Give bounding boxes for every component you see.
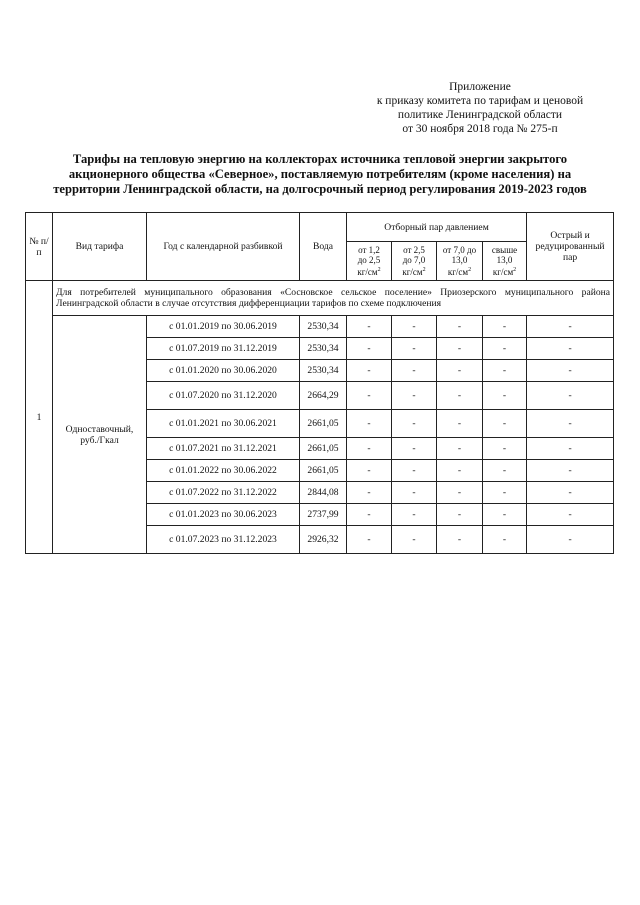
period-cell: с 01.07.2023 по 31.12.2023	[147, 526, 300, 554]
dash-cell: -	[347, 410, 392, 438]
water-value: 2530,34	[300, 338, 347, 360]
water-value: 2737,99	[300, 504, 347, 526]
water-value: 2661,05	[300, 460, 347, 482]
dash-cell: -	[483, 410, 527, 438]
dash-cell: -	[437, 482, 483, 504]
dash-cell: -	[347, 460, 392, 482]
period-cell: с 01.01.2019 по 30.06.2019	[147, 316, 300, 338]
row-number: 1	[26, 281, 53, 554]
period-cell: с 01.01.2022 по 30.06.2022	[147, 460, 300, 482]
appendix-line: к приказу комитета по тарифам и ценовой	[376, 95, 584, 107]
dash-cell: -	[483, 438, 527, 460]
appendix-line: Приложение	[449, 81, 511, 93]
water-value: 2664,29	[300, 382, 347, 410]
period-cell: с 01.01.2020 по 30.06.2020	[147, 360, 300, 382]
dash-cell: -	[527, 526, 614, 554]
dash-cell: -	[437, 316, 483, 338]
header-steam-2: от 2,5 до 7,0 $кг/см^2$	[392, 242, 437, 281]
period-cell: с 01.07.2019 по 31.12.2019	[147, 338, 300, 360]
dash-cell: -	[437, 382, 483, 410]
dash-cell: -	[483, 504, 527, 526]
dash-cell: -	[437, 526, 483, 554]
dash-cell: -	[483, 460, 527, 482]
dash-cell: -	[392, 360, 437, 382]
title-line: территории Ленинградской области, на долгосрочный период регулирования 2019-2023 годов	[53, 182, 587, 196]
dash-cell: -	[392, 410, 437, 438]
title-line: акционерного общества «Северное», поставляемую потребителям (кроме населения) на	[68, 167, 572, 181]
header-year: Год с календарной разбивкой	[147, 213, 300, 281]
dash-cell: -	[483, 338, 527, 360]
header-num: № п/п	[26, 213, 53, 281]
period-cell: с 01.01.2023 по 30.06.2023	[147, 504, 300, 526]
appendix-line: от 30 ноября 2018 года № 275-п	[402, 123, 558, 135]
dash-cell: -	[392, 526, 437, 554]
dash-cell: -	[392, 504, 437, 526]
dash-cell: -	[437, 504, 483, 526]
header-steam-4: свыше 13,0 $кг/см^2$	[483, 242, 527, 281]
dash-cell: -	[347, 382, 392, 410]
dash-cell: -	[347, 338, 392, 360]
dash-cell: -	[527, 504, 614, 526]
header-water: Вода	[300, 213, 347, 281]
dash-cell: -	[347, 526, 392, 554]
dash-cell: -	[392, 316, 437, 338]
dash-cell: -	[527, 360, 614, 382]
dash-cell: -	[392, 460, 437, 482]
dash-cell: -	[347, 504, 392, 526]
header-steam-1: от 1,2 до 2,5 $кг/см^2$	[347, 242, 392, 281]
dash-cell: -	[483, 526, 527, 554]
document-title	[40, 152, 600, 197]
header-steam-group: Отборный пар давлением	[347, 213, 527, 242]
dash-cell: -	[392, 438, 437, 460]
tariff-type-cell: Одноставочный, руб./Гкал	[53, 316, 147, 554]
dash-cell: -	[347, 316, 392, 338]
dash-cell: -	[347, 360, 392, 382]
dash-cell: -	[437, 438, 483, 460]
tariffs-table	[25, 212, 614, 554]
water-value: 2661,05	[300, 438, 347, 460]
dash-cell: -	[527, 316, 614, 338]
dash-cell: -	[392, 338, 437, 360]
dash-cell: -	[527, 482, 614, 504]
dash-cell: -	[347, 438, 392, 460]
dash-cell: -	[527, 460, 614, 482]
dash-cell: -	[437, 338, 483, 360]
appendix-block	[350, 80, 610, 136]
header-sharp-steam: Острый и редуцированный пар	[527, 213, 614, 281]
dash-cell: -	[437, 460, 483, 482]
consumer-description: Для потребителей муниципального образования «Сосновское сельское поселение» Приозерского муниципального района Ленинградской области в случае отсутствия дифференциации тарифов по схеме подключения	[53, 281, 614, 316]
period-cell: с 01.01.2021 по 30.06.2021	[147, 410, 300, 438]
header-steam-3: от 7,0 до 13,0 $кг/см^2$	[437, 242, 483, 281]
water-value: 2530,34	[300, 316, 347, 338]
header-tariff-type: Вид тарифа	[53, 213, 147, 281]
dash-cell: -	[483, 316, 527, 338]
dash-cell: -	[437, 360, 483, 382]
period-cell: с 01.07.2022 по 31.12.2022	[147, 482, 300, 504]
water-value: 2530,34	[300, 360, 347, 382]
dash-cell: -	[483, 360, 527, 382]
dash-cell: -	[527, 438, 614, 460]
title-line: Тарифы на тепловую энергию на коллекторах источника тепловой энергии закрытого	[72, 152, 568, 166]
dash-cell: -	[527, 410, 614, 438]
water-value: 2844,08	[300, 482, 347, 504]
appendix-line: политике Ленинградской области	[397, 109, 563, 121]
dash-cell: -	[437, 410, 483, 438]
dash-cell: -	[392, 382, 437, 410]
dash-cell: -	[392, 482, 437, 504]
dash-cell: -	[483, 482, 527, 504]
dash-cell: -	[527, 382, 614, 410]
dash-cell: -	[347, 482, 392, 504]
dash-cell: -	[483, 382, 527, 410]
period-cell: с 01.07.2020 по 31.12.2020	[147, 382, 300, 410]
water-value: 2926,32	[300, 526, 347, 554]
period-cell: с 01.07.2021 по 31.12.2021	[147, 438, 300, 460]
water-value: 2661,05	[300, 410, 347, 438]
dash-cell: -	[527, 338, 614, 360]
